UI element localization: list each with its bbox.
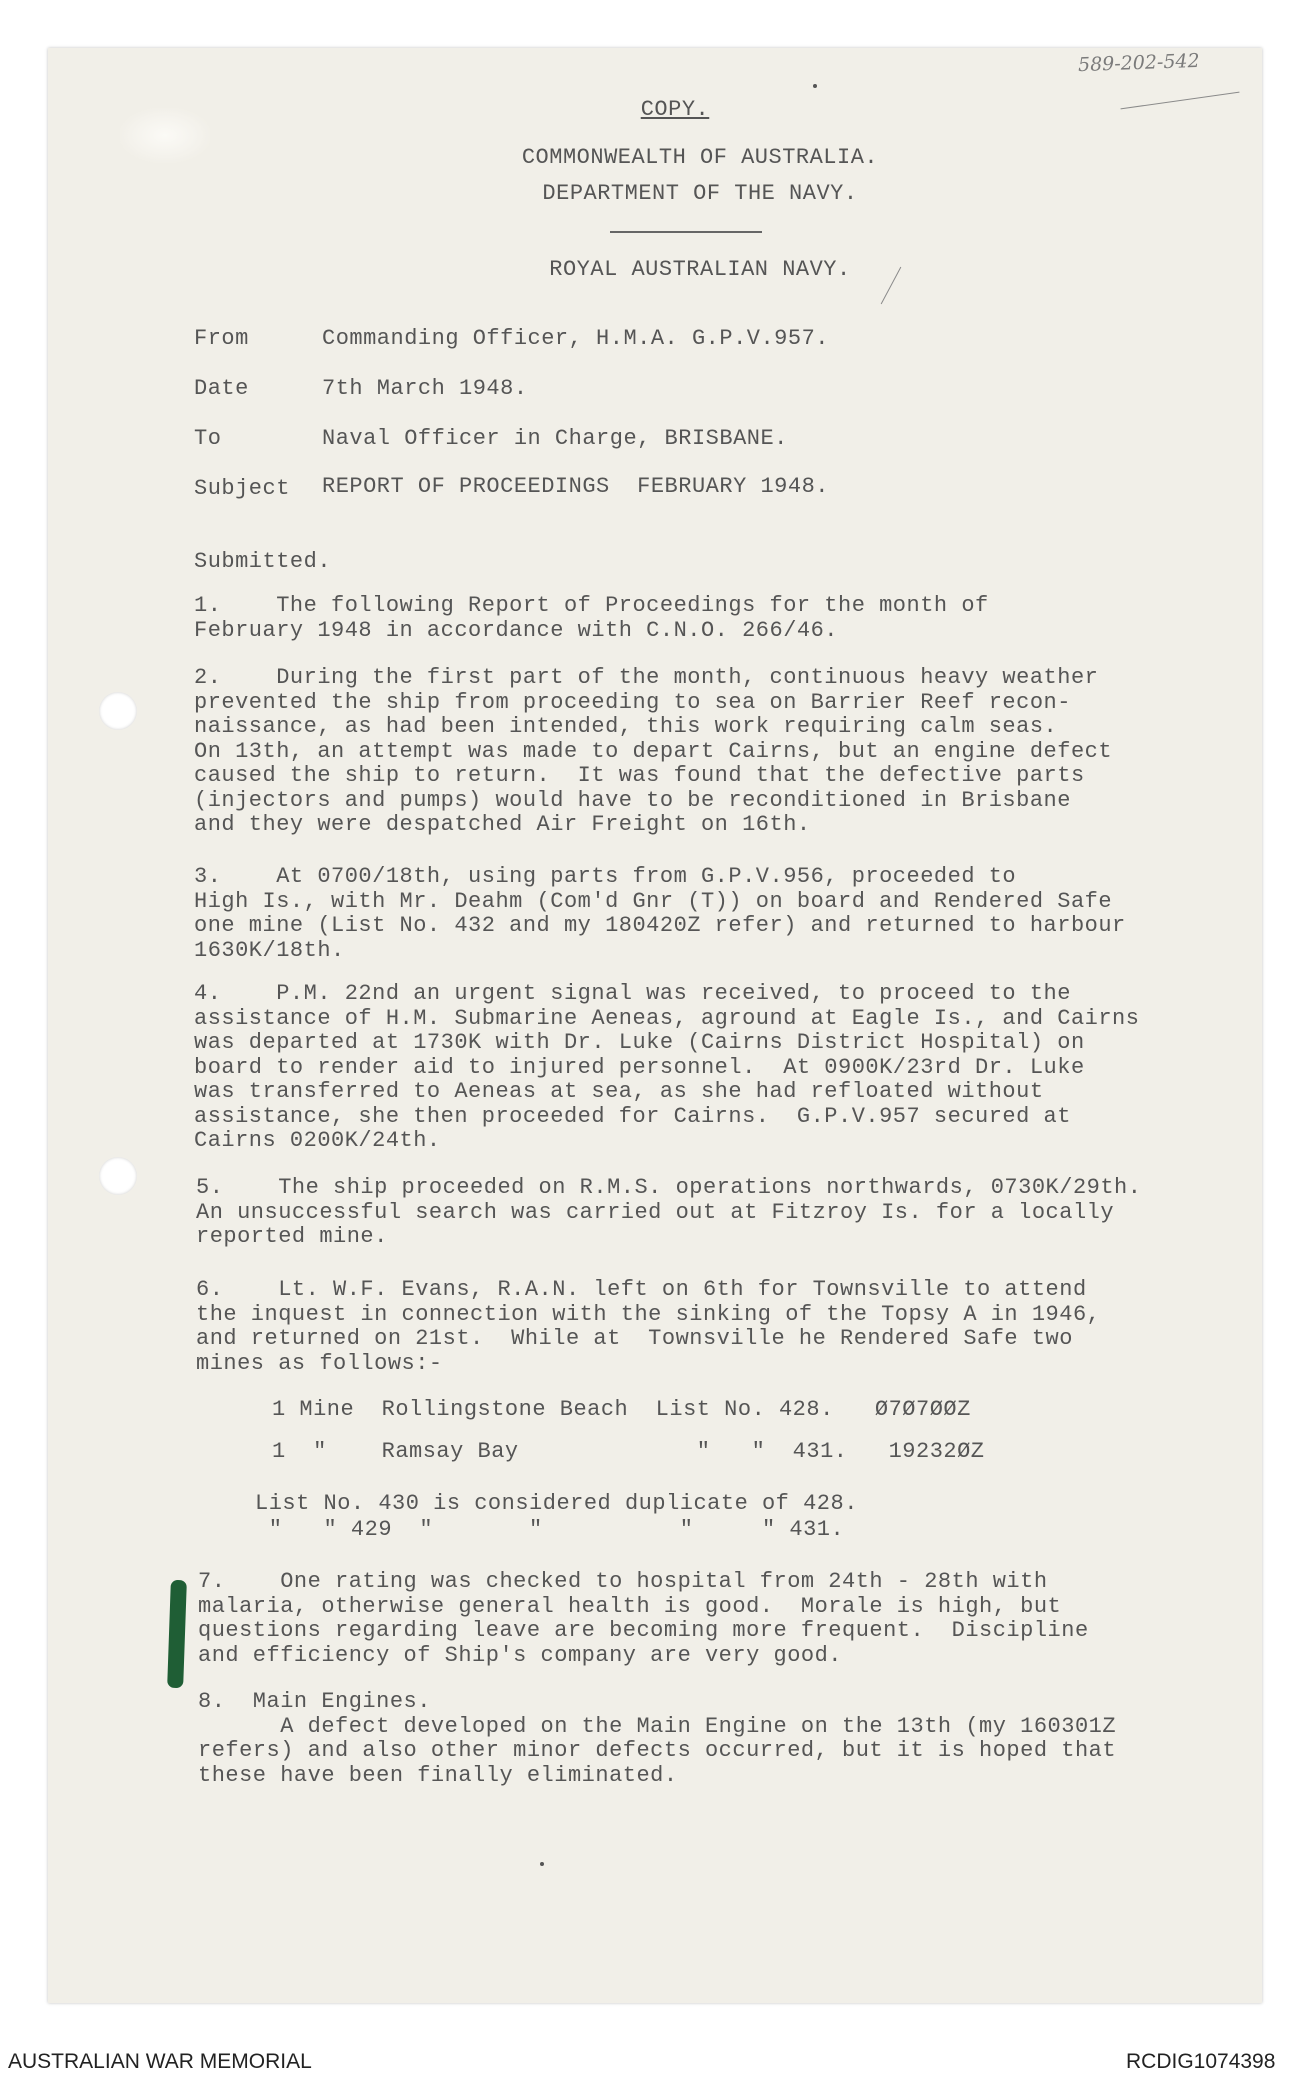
paragraph-6: 6. Lt. W.F. Evans, R.A.N. left on 6th for Townsville to attend the inquest in connection with the sinking of the Topsy A in 1946, and returned on 21st. While at Townsville he Rendered Safe two mines as follows:- <box>196 1277 1101 1376</box>
archive-reference: 589-202-542 <box>1077 49 1200 77</box>
ink-dot <box>540 1862 544 1866</box>
punch-hole <box>99 1157 137 1195</box>
paragraph-8: 8. Main Engines. A defect developed on the Main Engine on the 13th (my 160301Z refers) and also other minor defects occurred, but it is hoped that these have been finally eliminated. <box>198 1689 1117 1788</box>
paragraph-7: 7. One rating was checked to hospital from 24th - 28th with malaria, otherwise general health is good. Morale is high, but questions regarding leave are becoming more frequent. Discipline and efficiency of Ship's company are very good. <box>198 1569 1089 1668</box>
header-ran: ROYAL AUSTRALIAN NAVY. <box>549 257 851 282</box>
submitted-line: Submitted. <box>194 549 332 574</box>
date-label: Date <box>194 376 249 401</box>
footer-institution: AUSTRALIAN WAR MEMORIAL <box>8 2050 312 2073</box>
duplicate-row-2: " " 429 " " " " 431. <box>255 1517 845 1542</box>
paragraph-5: 5. The ship proceeded on R.M.S. operations northwards, 0730K/29th. An unsuccessful search was carried out at Fitzroy Is. for a locally reported mine. <box>196 1175 1142 1249</box>
paragraph-3: 3. At 0700/18th, using parts from G.P.V.956, proceeded to High Is., with Mr. Deahm (Com'd Gnr (T)) on board and Rendered Safe one mine (List No. 432 and my 180420Z refer) and returned to harbour 1630K/18th. <box>194 864 1126 963</box>
header-commonwealth: COMMONWEALTH OF AUSTRALIA. <box>521 145 879 170</box>
copy-heading: COPY. <box>640 97 710 122</box>
punch-hole <box>99 692 137 730</box>
ink-dot <box>813 84 817 88</box>
to-label: To <box>194 426 222 451</box>
duplicate-row-1: List No. 430 is considered duplicate of 428. <box>255 1491 858 1516</box>
paragraph-4: 4. P.M. 22nd an urgent signal was received, to proceed to the assistance of H.M. Submarine Aeneas, aground at Eagle Is., and Cairns was departed at 1730K with Dr. Luke (Cairns District Hospital) on board to render aid to injured personnel. At 0900K/23rd Dr. Luke was transferred to Aeneas at sea, as she had refloated without assistance, she then proceeded for Cairns. G.P.V.957 secured at Cairns 0200K/24th. <box>194 981 1140 1153</box>
mine-row-2: 1 " Ramsay Bay " " 431. 19232ØZ <box>272 1439 985 1464</box>
header-rule <box>610 231 762 233</box>
subject-value: REPORT OF PROCEEDINGS FEBRUARY 1948. <box>322 474 829 499</box>
subject-label: Subject <box>194 476 290 501</box>
from-label: From <box>194 326 249 351</box>
paragraph-2: 2. During the first part of the month, continuous heavy weather prevented the ship from proceeding to sea on Barrier Reef recon- naissance, as had been intended, this work requiring calm seas. On 13th, an attempt was made to depart Cairns, but an engine defect caused the ship to return. It was found that the defective parts (injectors and pumps) would have to be reconditioned in Brisbane and they were despatched Air Freight on 16th. <box>194 665 1113 837</box>
paragraph-1: 1. The following Report of Proceedings for the month of February 1948 in accordance with C.N.O. 266/46. <box>194 593 989 643</box>
paper-damage <box>120 108 210 163</box>
from-value: Commanding Officer, H.M.A. G.P.V.957. <box>322 326 829 351</box>
mine-row-1: 1 Mine Rollingstone Beach List No. 428. Ø7Ø7ØØZ <box>272 1397 971 1422</box>
to-value: Naval Officer in Charge, BRISBANE. <box>322 426 788 451</box>
date-value: 7th March 1948. <box>322 376 528 401</box>
footer-item-id: RCDIG1074398 <box>1126 2050 1276 2073</box>
header-department: DEPARTMENT OF THE NAVY. <box>542 181 858 206</box>
